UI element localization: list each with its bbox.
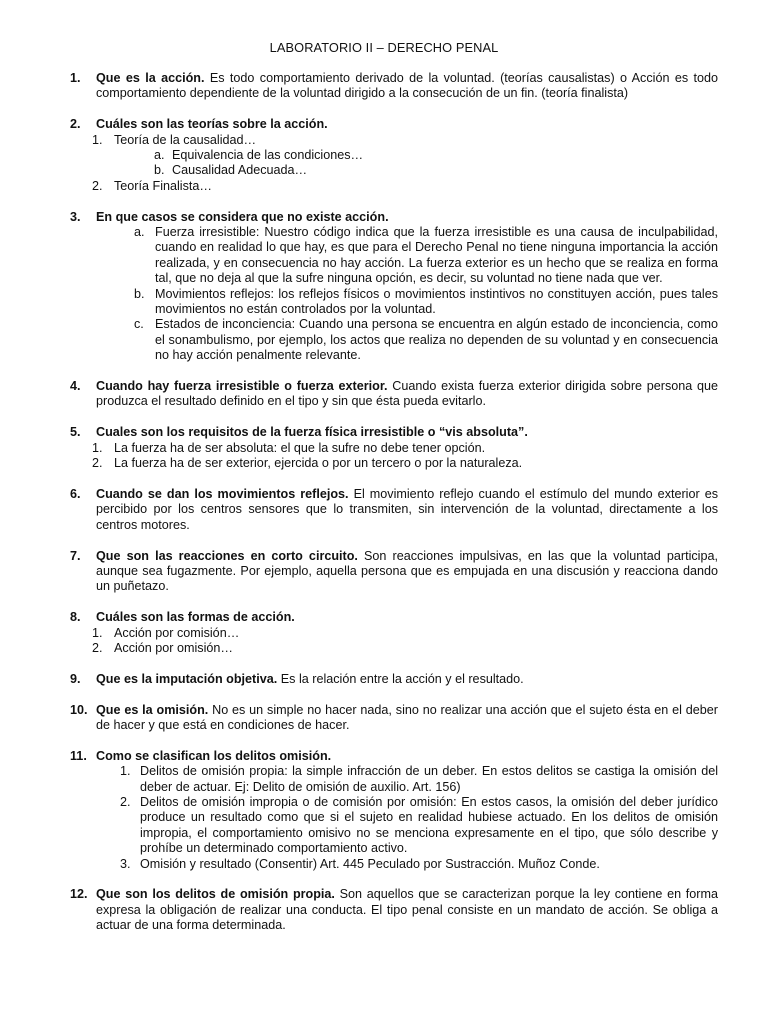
list-marker: 2. xyxy=(92,456,103,471)
question-number: 12. xyxy=(70,887,88,902)
list-marker: b. xyxy=(134,286,145,301)
list-item xyxy=(70,179,718,194)
question-12 xyxy=(70,887,718,933)
question-8 xyxy=(70,610,718,625)
question-9 xyxy=(70,672,718,687)
list-item xyxy=(70,163,718,178)
question-number: 2. xyxy=(70,117,81,132)
question-heading: Cuales son los requisitos de la fuerza física irresistible o “vis absoluta”. xyxy=(96,425,528,440)
list-item-text: Acción por comisión… xyxy=(114,625,240,640)
question-heading: Que son los delitos de omisión propia. xyxy=(96,887,335,902)
list-marker: 1. xyxy=(92,625,103,640)
question-heading: Cuando hay fuerza irresistible o fuerza exterior. xyxy=(96,379,388,394)
list-item xyxy=(70,795,718,857)
question-heading: Cuando se dan los movimientos reflejos. xyxy=(96,486,349,501)
answer-text: El movimiento reflejo cuando el estímulo del mundo exterior es percibido por los centros sensores que lo transmiten, sin intervención de la voluntad, directamente a los centros motores. xyxy=(96,486,719,532)
list-item-text: La fuerza ha de ser absoluta: el que la sufre no debe tener opción. xyxy=(114,440,486,455)
list-marker: a. xyxy=(134,225,145,240)
question-10 xyxy=(70,703,718,734)
list-marker: c. xyxy=(134,317,144,332)
list-item-text: Acción por omisión… xyxy=(114,640,233,655)
list-item xyxy=(70,317,718,363)
question-number: 11. xyxy=(70,748,87,763)
list-item-text: Omisión y resultado (Consentir) Art. 445 Peculado por Sustracción. Muñoz Conde. xyxy=(140,856,600,871)
question-number: 7. xyxy=(70,548,81,563)
question-heading: Que es la imputación objetiva. xyxy=(96,671,278,686)
question-heading: Que son las reacciones en corto circuito. xyxy=(96,548,358,563)
list-marker: b. xyxy=(154,163,165,178)
question-heading: Cuáles son las formas de acción. xyxy=(96,610,295,625)
list-item xyxy=(70,287,718,318)
list-item xyxy=(70,148,718,163)
question-5 xyxy=(70,425,718,440)
list-item-text: Estados de inconciencia: Cuando una persona se encuentra en algún estado de inconciencia, como el sonambulismo, por ejemplo, los actos que realiza no dependen de su voluntad y en consecuencia no hay acción penalmente relevante. xyxy=(155,317,718,363)
list-item-text: Teoría Finalista… xyxy=(114,178,212,193)
question-4 xyxy=(70,379,718,410)
question-number: 5. xyxy=(70,425,81,440)
list-item xyxy=(70,641,718,656)
list-marker: 2. xyxy=(120,794,131,809)
question-heading: Que es la acción. xyxy=(96,71,205,85)
list-marker: 1. xyxy=(120,764,131,779)
list-item-text: Movimientos reflejos: los reflejos físicos o movimientos instintivos no constituyen acción, pues tales movimientos no están controlados por la voluntad. xyxy=(155,286,718,317)
answer-text: Son aquellos que se caracterizan porque la ley contiene en forma expresa la obligación de realizar una conducta. El tipo penal consiste en un mandato de acción. Se obliga a actuar de una forma determinada. xyxy=(96,887,718,933)
question-number: 1. xyxy=(70,71,81,85)
answer-list xyxy=(70,133,718,195)
list-item-text: Delitos de omisión impropia o de comisión por omisión: En estos casos, la omisión del deber jurídico produce un resultado como que si el sujeto en realidad hubiese actuado. En los delitos de omisión impropia, el comportamiento omisivo no se menciona expresamente en el tipo, que sólo describe y prohíbe un determinado comportamiento activo. xyxy=(140,794,718,856)
list-item-text: Equivalencia de las condiciones… xyxy=(172,148,364,163)
list-marker: 1. xyxy=(92,132,103,147)
list-item-text: Fuerza irresistible: Nuestro código indica que la fuerza irresistible es una causa de inculpabilidad, cuando en realidad lo que hay, es que para el Derecho Penal no tiene ninguna importancia la acción realizada, y en consecuencia no hay acción. La fuerza exterior es un hecho que se realiza en forma tal, que no deja al que la sufre ninguna opción, es decir, su voluntad no tiene nada que ver. xyxy=(155,225,718,286)
question-number: 4. xyxy=(70,379,81,394)
answer-text: Son reacciones impulsivas, en las que la voluntad participa, aunque sea fugazmente. Por ejemplo, aquella persona que es empujada en una discusión y reacciona dando un puñetazo. xyxy=(96,548,718,594)
list-item xyxy=(70,764,718,795)
list-item xyxy=(70,225,718,287)
question-number: 10. xyxy=(70,702,88,717)
question-heading: Cuáles son las teorías sobre la acción. xyxy=(96,117,328,132)
question-7 xyxy=(70,549,718,595)
list-marker: 2. xyxy=(92,640,103,655)
list-marker: 1. xyxy=(92,440,103,455)
question-number: 6. xyxy=(70,486,81,501)
list-item xyxy=(70,626,718,641)
answer-text: Es la relación entre la acción y el resultado. xyxy=(277,671,524,686)
list-marker: a. xyxy=(154,148,165,163)
question-6 xyxy=(70,487,718,533)
question-heading: Que es la omisión. xyxy=(96,702,209,717)
list-item-text: Causalidad Adecuada… xyxy=(172,163,308,178)
list-item-text: La fuerza ha de ser exterior, ejercida o por un tercero o por la naturaleza. xyxy=(114,456,523,471)
question-1 xyxy=(70,71,718,102)
list-marker: 2. xyxy=(92,178,103,193)
question-number: 8. xyxy=(70,610,81,625)
answer-list xyxy=(70,626,718,657)
list-item xyxy=(70,133,718,148)
answer-text: Es todo comportamiento derivado de la voluntad. (teorías causalistas) o Acción es todo comportamiento dependiente de la voluntad dirigido a la consecución de un fin. (teoría finalista) xyxy=(96,71,718,101)
question-heading: En que casos se considera que no existe acción. xyxy=(96,209,389,224)
answer-list xyxy=(70,764,718,872)
list-item xyxy=(70,857,718,872)
list-item xyxy=(70,456,718,471)
question-3 xyxy=(70,210,718,225)
list-item-text: Teoría de la causalidad… xyxy=(114,132,257,147)
answer-list xyxy=(70,225,718,364)
document-title: LABORATORIO II – DERECHO PENAL xyxy=(269,40,499,55)
question-2 xyxy=(70,117,718,132)
question-list xyxy=(70,71,718,934)
list-item xyxy=(70,441,718,456)
question-11 xyxy=(70,749,718,764)
answer-text: Cuando exista fuerza exterior dirigida sobre persona que produzca el resultado definido en el tipo y sin que ésta pueda evitarlo. xyxy=(96,379,718,409)
question-number: 3. xyxy=(70,209,81,224)
question-heading: Como se clasifican los delitos omisión. xyxy=(96,748,332,763)
list-marker: 3. xyxy=(120,856,131,871)
answer-text: No es un simple no hacer nada, sino no realizar una acción que el sujeto ésta en el deber de hacer y que está en condiciones de hacer. xyxy=(96,702,718,732)
list-item-text: Delitos de omisión propia: la simple infracción de un deber. En estos delitos se castiga la omisión del deber de actuar. Ej: Delito de omisión de auxilio. Art. 156) xyxy=(140,764,718,794)
question-number: 9. xyxy=(70,671,81,686)
answer-list xyxy=(70,441,718,472)
